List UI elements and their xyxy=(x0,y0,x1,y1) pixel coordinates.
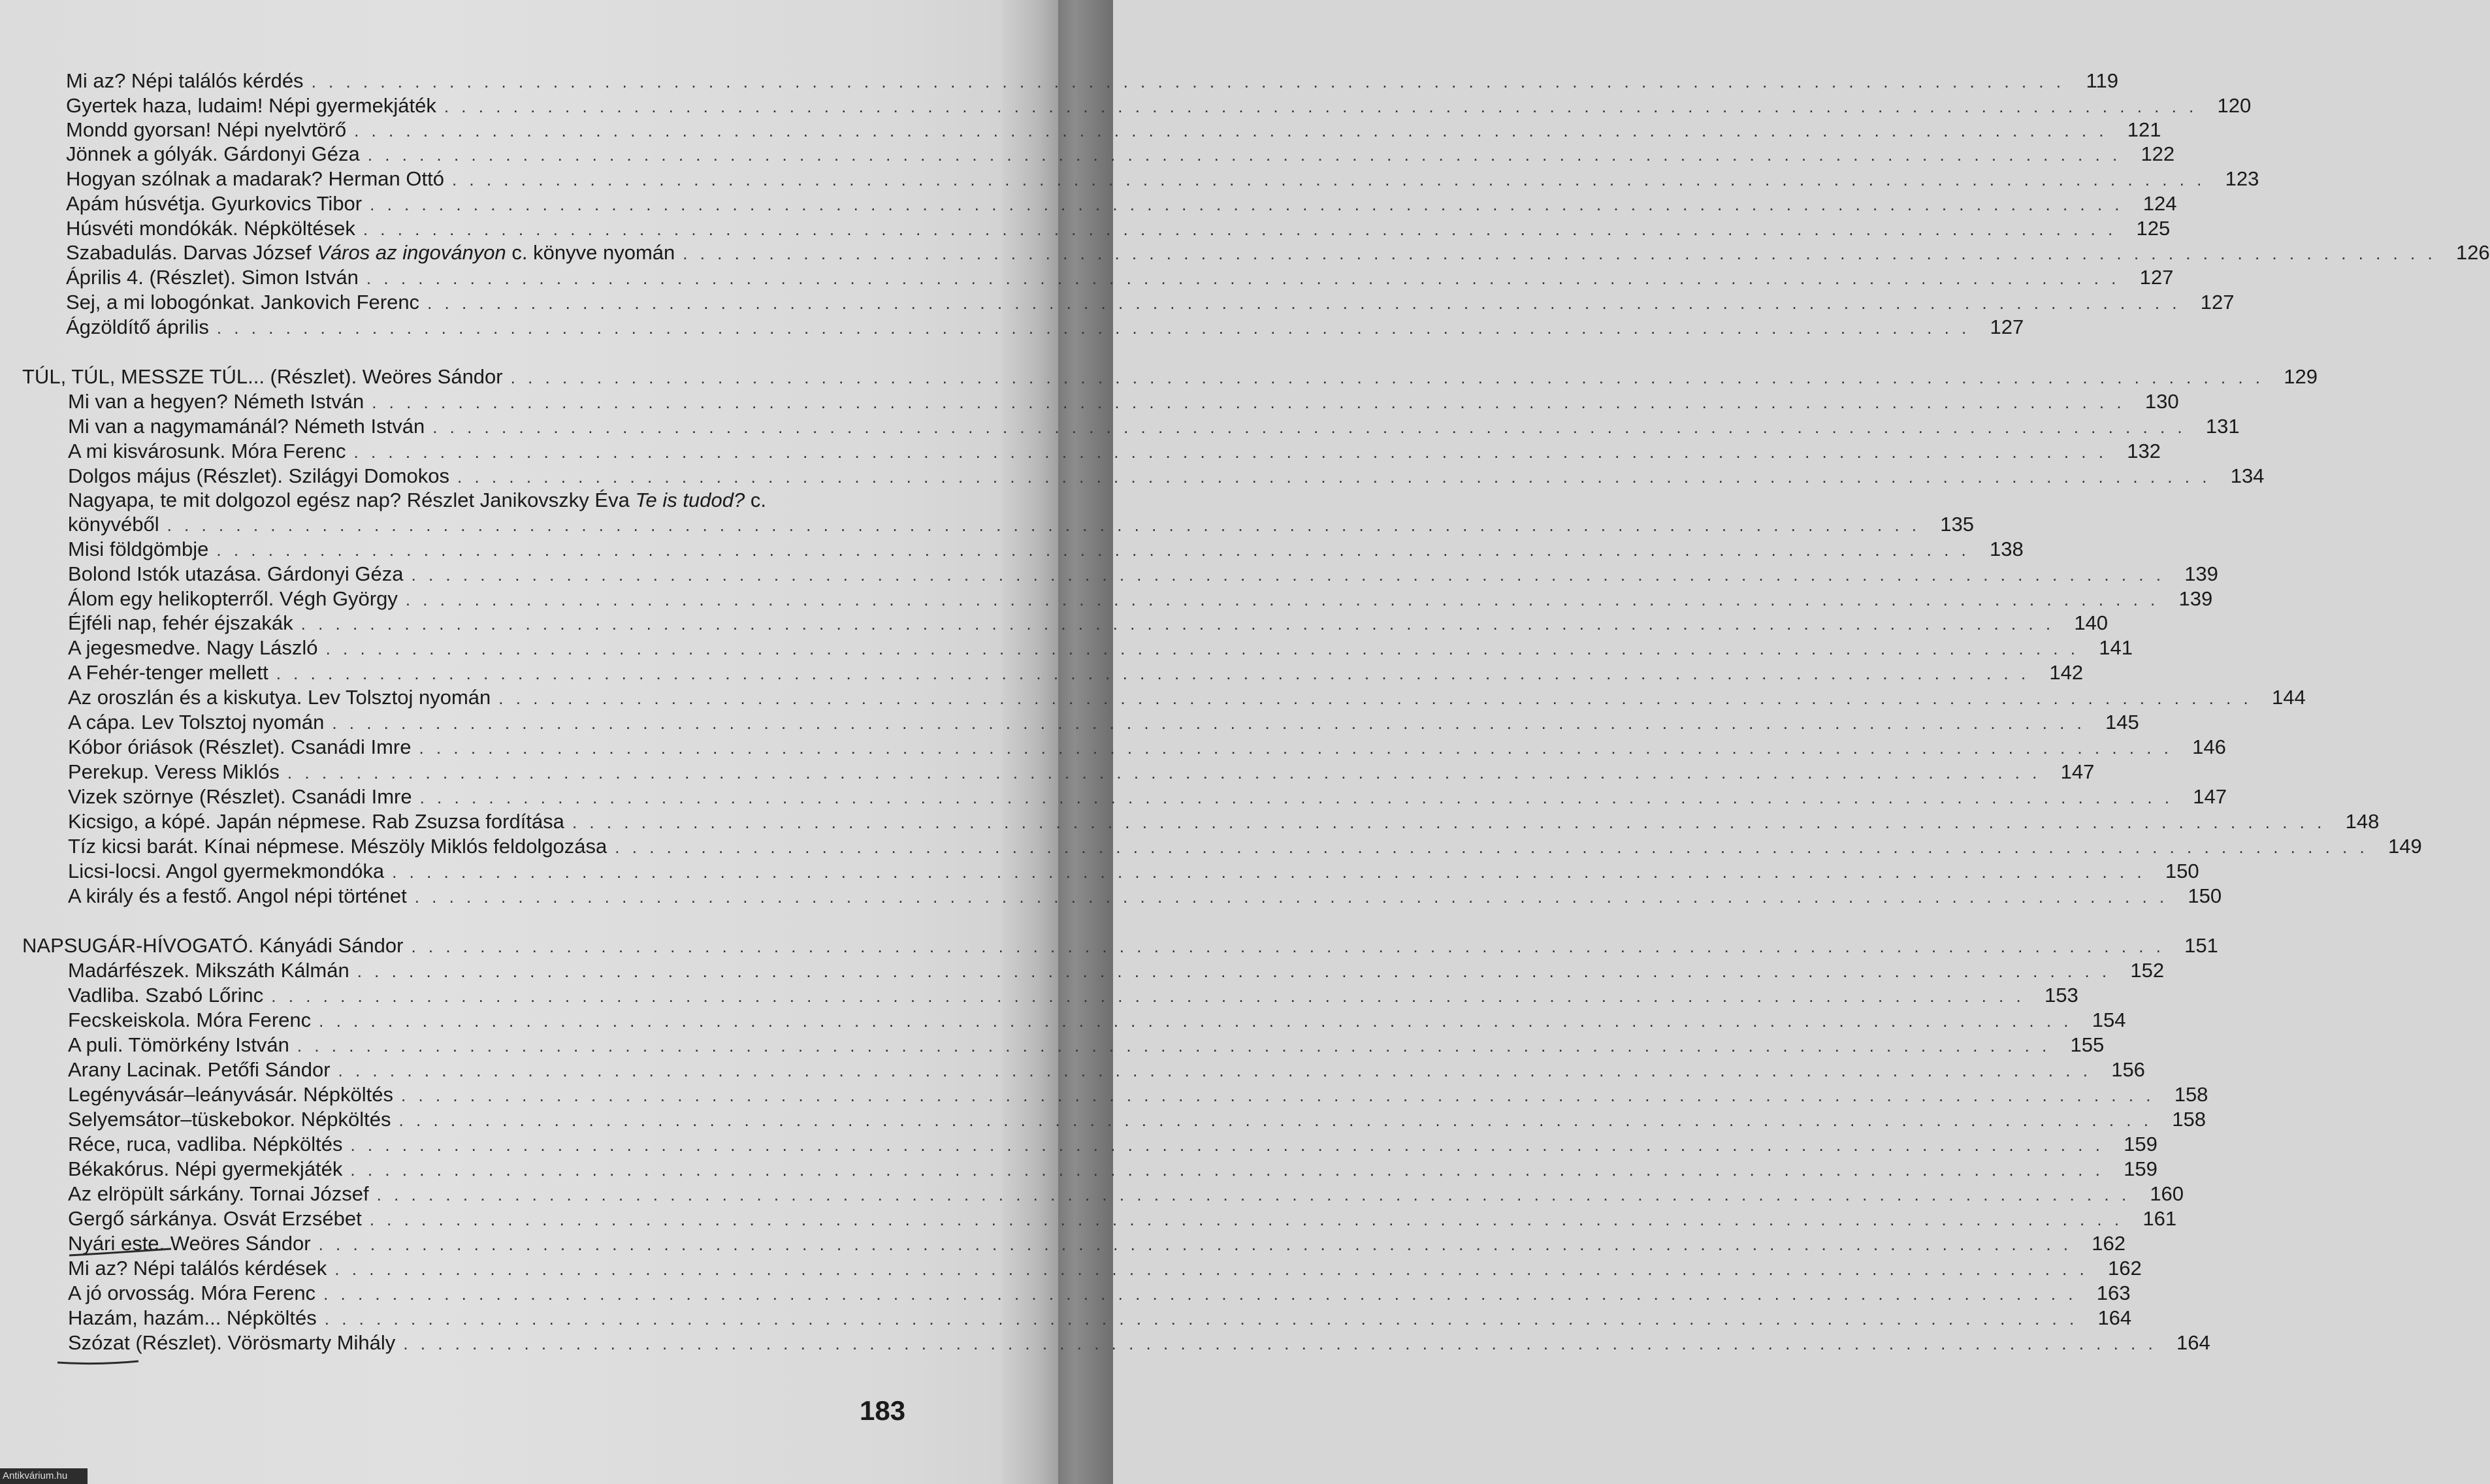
toc-entry-page: 159 xyxy=(2124,1133,2158,1155)
toc-entry-page: 131 xyxy=(2205,415,2240,438)
toc-entry-page: 140 xyxy=(2074,611,2109,634)
toc-entry[interactable] xyxy=(68,883,2222,909)
dot-leader: . . . . . . . . . . . . . . . . . . . . . . . . . . . . . . . . . . . . . . . . . . . . . . . . . . . . . . . . . . . . . . . . . . . . . . . . . . . . . . . . . . . . . . . . . . . . . . . . . . . . . . xyxy=(167,515,1920,535)
dot-leader: . . . . . . . . . . . . . . . . . . . . . . . . . . . . . . . . . . . . . . . . . . . . . . . . . . . . . . . . . . . . . . . . . . . . . . . . . . . . . . . . . . . . . . . . . . . . . . . . . . . . . . xyxy=(419,788,2174,807)
toc-entry-title: Apám húsvétja. Gyurkovics Tibor xyxy=(66,192,363,215)
toc-entry[interactable] xyxy=(68,1280,2131,1306)
toc-entry-title: A mi kisvárosunk. Móra Ferenc xyxy=(68,440,346,462)
dot-leader: . . . . . . . . . . . . . . . . . . . . . . . . . . . . . . . . . . . . . . . . . . . . . . . . . . . . . . . . . . . . . . . . . . . . . . . . . . . . . . . . . . . . . . . . . . . . . . . . . . . . . . xyxy=(319,1011,2073,1031)
dot-leader: . . . . . . . . . . . . . . . . . . . . . . . . . . . . . . . . . . . . . . . . . . . . . . . . . . . . . . . . . . . . . . . . . . . . . . . . . . . . . . . . . . . . . . . . . . . . . . . . . . . . . . xyxy=(366,268,2120,288)
toc-entry-page: 132 xyxy=(2127,440,2161,462)
toc-entry-page: 144 xyxy=(2271,686,2306,709)
toc-entry-title: Hogyan szólnak a madarak? Herman Ottó xyxy=(66,167,444,190)
toc-entry[interactable] xyxy=(68,536,2024,562)
toc-entry-title xyxy=(66,240,675,266)
toc-entry-title: Fecskeiskola. Móra Ferenc xyxy=(68,1008,312,1031)
toc-section-heading[interactable] xyxy=(22,364,2318,390)
toc-entry-title: A jegesmedve. Nagy László xyxy=(68,636,318,659)
dot-leader: . . . . . . . . . . . . . . . . . . . . . . . . . . . . . . . . . . . . . . . . . . . . . . . . . . . . . . . . . . . . . . . . . . . . . . . . . . . . . . . . . . . . . . . . . . . . . . . . . . . . . . xyxy=(615,837,2369,857)
toc-entry[interactable] xyxy=(68,511,1974,538)
dot-leader: . . . . . . . . . . . . . . . . . . . . . . . . . . . . . . . . . . . . . . . . . . . . . . . . . . . . . . . . . . . . . . . . . . . . . . . . . . . . . . . . . . . . . . . . . . . . . . . . . . . . . . xyxy=(414,887,2169,907)
toc-entry-page: 129 xyxy=(2284,365,2318,388)
toc-entry-page: 150 xyxy=(2165,860,2199,882)
watermark: Antikvárium.hu xyxy=(0,1468,88,1484)
dot-leader: . . . . . . . . . . . . . . . . . . . . . . . . . . . . . . . . . . . . . . . . . . . . . . . . . . . . . . . . . . . . . . . . . . . . . . . . . . . . . . . . . . . . . . . . . . . . . . . . . . . . . . xyxy=(432,417,2186,437)
toc-entry[interactable] xyxy=(66,265,2174,291)
toc-entry-title: A puli. Tömörkény István xyxy=(68,1033,289,1056)
dot-leader: . . . . . . . . . . . . . . . . . . . . . . . . . . . . . . . . . . . . . . . . . . . . . . . . . . . . . . . . . . . . . . . . . . . . . . . . . . . . . . . . . . . . . . . . . . . . . . . . . . . . . . xyxy=(216,540,1970,560)
toc-entry-title: A cápa. Lev Tolsztoj nyomán xyxy=(68,711,325,734)
toc-entry-page: 159 xyxy=(2124,1157,2158,1180)
toc-entry-page: 138 xyxy=(1990,538,2024,560)
toc-entry-page: 139 xyxy=(2178,587,2213,610)
toc-entry-title: Mi van a hegyen? Németh István xyxy=(68,390,364,413)
toc-entry[interactable] xyxy=(68,1106,2206,1133)
toc-entry[interactable] xyxy=(68,1231,2126,1257)
toc-entry[interactable] xyxy=(66,166,2259,192)
toc-entry-title: Éjféli nap, fehér éjszakák xyxy=(68,611,293,634)
dot-leader: . . . . . . . . . . . . . . . . . . . . . . . . . . . . . . . . . . . . . . . . . . . . . . . . . . . . . . . . . . . . . . . . . . . . . . . . . . . . . . . . . . . . . . . . . . . . . . . . . . . . . . xyxy=(325,639,2079,658)
dot-leader: . . . . . . . . . . . . . . . . . . . . . . . . . . . . . . . . . . . . . . . . . . . . . . . . . . . . . . . . . . . . . . . . . . . . . . . . . . . . . . . . . . . . . . . . . . . . . . . . . . . . . . xyxy=(392,862,2146,882)
dot-leader: . . . . . . . . . . . . . . . . . . . . . . . . . . . . . . . . . . . . . . . . . . . . . . . . . . . . . . . . . . . . . . . . . . . . . . . . . . . . . . . . . . . . . . . . . . . . . . . . . . . . . . xyxy=(350,1135,2104,1155)
toc-entry-title: Mondd gyorsan! Népi nyelvtörő xyxy=(66,118,347,141)
toc-entry-first-line[interactable] xyxy=(68,487,766,513)
toc-entry-page: 161 xyxy=(2142,1207,2177,1230)
dot-leader: . . . . . . . . . . . . . . . . . . . . . . . . . . . . . . . . . . . . . . . . . . . . . . . . . . . . . . . . . . . . . . . . . . . . . . . . . . . . . . . . . . . . . . . . . . . . . . . . . . . . . . xyxy=(572,813,2326,832)
toc-entry-title: A Fehér-tenger mellett xyxy=(68,661,268,684)
toc-entry-page: 153 xyxy=(2044,984,2078,1007)
dot-leader: . . . . . . . . . . . . . . . . . . . . . . . . . . . . . . . . . . . . . . . . . . . . . . . . . . . . . . . . . . . . . . . . . . . . . . . . . . . . . . . . . . . . . . . . . . . . . . . . . . . . . . xyxy=(451,170,2206,189)
dot-leader: . . . . . . . . . . . . . . . . . . . . . . . . . . . . . . . . . . . . . . . . . . . . . . . . . . . . . . . . . . . . . . . . . . . . . . . . . . . . . . . . . . . . . . . . . . . . . . . . . . . . . . xyxy=(300,614,2055,634)
toc-entry-page: 156 xyxy=(2111,1058,2145,1081)
toc-entry[interactable] xyxy=(68,1206,2177,1232)
toc-entry-title: A király és a festő. Angol népi történet xyxy=(68,884,407,907)
toc-entry-page: 158 xyxy=(2172,1108,2206,1131)
toc-entry-title: Selyemsátor–tüskebokor. Népköltés xyxy=(68,1108,391,1131)
toc-entry-title-part: Nagyapa, te mit dolgozol egész nap? Részlet Janikovszky Éva xyxy=(68,489,630,511)
toc-entry-page: 164 xyxy=(2097,1306,2132,1329)
dot-leader: . . . . . . . . . . . . . . . . . . . . . . . . . . . . . . . . . . . . . . . . . . . . . . . . . . . . . . . . . . . . . . . . . . . . . . . . . . . . . . . . . . . . . . . . . . . . . . . . . . . . . . xyxy=(287,763,2041,782)
toc-entry-title: Vizek szörnye (Részlet). Csanádi Imre xyxy=(68,785,412,808)
toc-entry-page: 119 xyxy=(2086,69,2118,92)
dot-leader: . . . . . . . . . . . . . . . . . . . . . . . . . . . . . . . . . . . . . . . . . . . . . . . . . . . . . . . . . . . . . . . . . . . . . . . . . . . . . . . . . . . . . . . . . . . . . . . . . . . . . . xyxy=(370,195,2124,214)
dot-leader: . . . . . . . . . . . . . . . . . . . . . . . . . . . . . . . . . . . . . . . . . . . . . . . . . . . . . . . . . . . . . . . . . . . . . . . . . . . . . . . . . . . . . . . . . . . . . . . . . . . . . . xyxy=(444,97,2198,116)
dot-leader: . . . . . . . . . . . . . . . . . . . . . . . . . . . . . . . . . . . . . . . . . . . . . . . . . . . . . . . . . . . . . . . . . . . . . . . . . . . . . . . . . . . . . . . . . . . . . . . . . . . . . . xyxy=(311,72,2065,91)
dot-leader: . . . . . . . . . . . . . . . . . . . . . . . . . . . . . . . . . . . . . . . . . . . . . . . . . . . . . . . . . . . . . . . . . . . . . . . . . . . . . . . . . . . . . . . . . . . . . . . . . . . . . . xyxy=(372,393,2126,412)
toc-entry[interactable] xyxy=(66,191,2177,217)
toc-entry-page: 127 xyxy=(2139,266,2174,289)
toc-entry-title: Ágzöldítő április xyxy=(66,315,209,338)
dot-leader: . . . . . . . . . . . . . . . . . . . . . . . . . . . . . . . . . . . . . . . . . . . . . . . . . . . . . . . . . . . . . . . . . . . . . . . . . . . . . . . . . . . . . . . . . . . . . . . . . . . . . . xyxy=(683,244,2436,263)
toc-entry-title: Dolgos május (Részlet). Szilágyi Domokos xyxy=(68,464,450,487)
toc-entry[interactable] xyxy=(68,389,2179,415)
toc-entry[interactable] xyxy=(68,809,2380,835)
toc-entry[interactable] xyxy=(68,1330,2210,1356)
toc-entry-page: 125 xyxy=(2136,217,2171,240)
dot-leader: . . . . . . . . . . . . . . . . . . . . . . . . . . . . . . . . . . . . . . . . . . . . . . . . . . . . . . . . . . . . . . . . . . . . . . . . . . . . . . . . . . . . . . . . . . . . . . . . . . . . . . xyxy=(369,1210,2124,1229)
toc-entry-title: Az oroszlán és a kiskutya. Lev Tolsztoj nyomán xyxy=(68,686,491,709)
toc-entry[interactable] xyxy=(68,1305,2132,1331)
toc-entry[interactable] xyxy=(68,784,2227,810)
toc-entry-page: 142 xyxy=(2049,661,2084,684)
toc-entry-page: 120 xyxy=(2217,94,2252,117)
toc-entry-page: 147 xyxy=(2060,760,2095,783)
toc-entry[interactable] xyxy=(68,759,2095,785)
toc-entry[interactable] xyxy=(68,1007,2126,1033)
toc-entry[interactable] xyxy=(66,314,2024,340)
toc-entry-page: 124 xyxy=(2142,192,2177,215)
dot-leader: . . . . . . . . . . . . . . . . . . . . . . . . . . . . . . . . . . . . . . . . . . . . . . . . . . . . . . . . . . . . . . . . . . . . . . . . . . . . . . . . . . . . . . . . . . . . . . . . . . . . . . xyxy=(411,937,2165,956)
toc-entry-title: Perekup. Veress Miklós xyxy=(68,760,280,783)
toc-entry[interactable] xyxy=(66,216,2171,242)
toc-entry-page: 152 xyxy=(2130,959,2165,982)
toc-entry-title: Hazám, hazám... Népköltés xyxy=(68,1306,317,1329)
toc-entry[interactable] xyxy=(68,1255,2142,1282)
page-number: 183 xyxy=(860,1395,906,1426)
toc-entry[interactable] xyxy=(68,858,2199,884)
dot-leader: . . . . . . . . . . . . . . . . . . . . . . . . . . . . . . . . . . . . . . . . . . . . . . . . . . . . . . . . . . . . . . . . . . . . . . . . . . . . . . . . . . . . . . . . . . . . . . . . . . . . . . xyxy=(334,1259,2088,1279)
toc-entry[interactable] xyxy=(66,93,2252,119)
toc-entry[interactable] xyxy=(66,141,2175,167)
toc-entry-page: 163 xyxy=(2096,1282,2131,1304)
dot-leader: . . . . . . . . . . . . . . . . . . . . . . . . . . . . . . . . . . . . . . . . . . . . . . . . . . . . . . . . . . . . . . . . . . . . . . . . . . . . . . . . . . . . . . . . . . . . . . . . . . . . . . xyxy=(276,664,2030,683)
dot-leader: . . . . . . . . . . . . . . . . . . . . . . . . . . . . . . . . . . . . . . . . . . . . . . . . . . . . . . . . . . . . . . . . . . . . . . . . . . . . . . . . . . . . . . . . . . . . . . . . . . . . . . xyxy=(376,1185,2131,1204)
toc-entry[interactable] xyxy=(68,586,2213,612)
dot-leader: . . . . . . . . . . . . . . . . . . . . . . . . . . . . . . . . . . . . . . . . . . . . . . . . . . . . . . . . . . . . . . . . . . . . . . . . . . . . . . . . . . . . . . . . . . . . . . . . . . . . . . xyxy=(353,442,2107,462)
dot-leader: . . . . . . . . . . . . . . . . . . . . . . . . . . . . . . . . . . . . . . . . . . . . . . . . . . . . . . . . . . . . . . . . . . . . . . . . . . . . . . . . . . . . . . . . . . . . . . . . . . . . . . xyxy=(398,1110,2152,1130)
toc-entry-title: Madárfészek. Mikszáth Kálmán xyxy=(68,959,349,982)
toc-entry-title: NAPSUGÁR-HÍVOGATÓ. Kányádi Sándor xyxy=(22,934,404,957)
toc-entry-title: Gyertek haza, ludaim! Népi gyermekjáték xyxy=(66,94,436,117)
dot-leader: . . . . . . . . . . . . . . . . . . . . . . . . . . . . . . . . . . . . . . . . . . . . . . . . . . . . . . . . . . . . . . . . . . . . . . . . . . . . . . . . . . . . . . . . . . . . . . . . . . . . . . xyxy=(350,1160,2104,1180)
dot-leader: . . . . . . . . . . . . . . . . . . . . . . . . . . . . . . . . . . . . . . . . . . . . . . . . . . . . . . . . . . . . . . . . . . . . . . . . . . . . . . . . . . . . . . . . . . . . . . . . . . . . . . xyxy=(324,1309,2078,1329)
toc-entry-page: 150 xyxy=(2188,884,2222,907)
book-title: Város az ingoványon xyxy=(317,241,506,264)
dot-leader: . . . . . . . . . . . . . . . . . . . . . . . . . . . . . . . . . . . . . . . . . . . . . . . . . . . . . . . . . . . . . . . . . . . . . . . . . . . . . . . . . . . . . . . . . . . . . . . . . . . . . . xyxy=(338,1061,2092,1080)
dot-leader: . . . . . . . . . . . . . . . . . . . . . . . . . . . . . . . . . . . . . . . . . . . . . . . . . . . . . . . . . . . . . . . . . . . . . . . . . . . . . . . . . . . . . . . . . . . . . . . . . . . . . . xyxy=(297,1036,2051,1056)
toc-entry[interactable] xyxy=(68,1131,2158,1157)
toc-entry-page: 162 xyxy=(2092,1232,2126,1255)
toc-entry[interactable] xyxy=(68,635,2133,661)
toc-entry[interactable] xyxy=(68,463,2265,489)
dot-leader: . . . . . . . . . . . . . . . . . . . . . . . . . . . . . . . . . . . . . . . . . . . . . . . . . . . . . . . . . . . . . . . . . . . . . . . . . . . . . . . . . . . . . . . . . . . . . . . . . . . . . . xyxy=(363,219,2117,239)
toc-entry[interactable] xyxy=(66,117,2161,143)
toc-entry-title: Mi van a nagymamánál? Németh István xyxy=(68,415,425,438)
toc-entry[interactable] xyxy=(68,1181,2184,1207)
toc-entry-page: 160 xyxy=(2150,1182,2184,1205)
dot-leader: . . . . . . . . . . . . . . . . . . . . . . . . . . . . . . . . . . . . . . . . . . . . . . . . . . . . . . . . . . . . . . . . . . . . . . . . . . . . . . . . . . . . . . . . . . . . . . . . . . . . . . xyxy=(403,1334,2157,1353)
toc-entry[interactable] xyxy=(68,1156,2158,1182)
toc-entry[interactable] xyxy=(66,289,2235,315)
toc-entry[interactable] xyxy=(68,413,2240,440)
toc-entry-page: 121 xyxy=(2127,118,2161,141)
toc-entry-title: Legényvásár–leányvásár. Népköltés xyxy=(68,1083,394,1106)
toc-entry[interactable] xyxy=(68,610,2109,636)
toc-section-heading[interactable] xyxy=(22,933,2218,959)
toc-entry-page: 127 xyxy=(2200,291,2235,314)
toc-entry-page: 146 xyxy=(2192,735,2226,758)
toc-entry[interactable] xyxy=(68,958,2165,984)
toc-entry-page: 127 xyxy=(1990,315,2024,338)
toc-entry-title: Az elröpült sárkány. Tornai József xyxy=(68,1182,369,1205)
toc-entry-page: 147 xyxy=(2193,785,2227,808)
toc-entry-title: Mi az? Népi találós kérdés xyxy=(66,69,304,92)
toc-entry-title: A jó orvosság. Móra Ferenc xyxy=(68,1282,316,1304)
toc-entry-page: 162 xyxy=(2107,1257,2142,1280)
toc-entry-title: Kóbor óriások (Részlet). Csanádi Imre xyxy=(68,735,412,758)
toc-entry[interactable] xyxy=(68,833,2422,860)
toc-entry-page: 151 xyxy=(2184,934,2218,957)
dot-leader: . . . . . . . . . . . . . . . . . . . . . . . . . . . . . . . . . . . . . . . . . . . . . . . . . . . . . . . . . . . . . . . . . . . . . . . . . . . . . . . . . . . . . . . . . . . . . . . . . . . . . . xyxy=(367,145,2122,165)
toc-entry-page: 148 xyxy=(2345,810,2380,833)
toc-entry-title-part: c. xyxy=(750,489,766,511)
toc-entry-page: 130 xyxy=(2144,390,2179,413)
toc-entry[interactable] xyxy=(68,561,2218,587)
toc-entry[interactable] xyxy=(68,734,2226,760)
toc-entry[interactable] xyxy=(68,1082,2208,1108)
dot-leader: . . . . . . . . . . . . . . . . . . . . . . . . . . . . . . . . . . . . . . . . . . . . . . . . . . . . . . . . . . . . . . . . . . . . . . . . . . . . . . . . . . . . . . . . . . . . . . . . . . . . . . xyxy=(271,986,2025,1006)
toc-entry-title: Szózat (Részlet). Vörösmarty Mihály xyxy=(68,1331,396,1354)
dot-leader: . . . . . . . . . . . . . . . . . . . . . . . . . . . . . . . . . . . . . . . . . . . . . . . . . . . . . . . . . . . . . . . . . . . . . . . . . . . . . . . . . . . . . . . . . . . . . . . . . . . . . . xyxy=(427,293,2181,313)
dot-leader: . . . . . . . . . . . . . . . . . . . . . . . . . . . . . . . . . . . . . . . . . . . . . . . . . . . . . . . . . . . . . . . . . . . . . . . . . . . . . . . . . . . . . . . . . . . . . . . . . . . . . . xyxy=(332,713,2086,733)
toc-entry[interactable] xyxy=(66,240,2490,266)
toc-entry-title-part: c. könyve nyomán xyxy=(511,241,675,264)
dot-leader: . . . . . . . . . . . . . . . . . . . . . . . . . . . . . . . . . . . . . . . . . . . . . . . . . . . . . . . . . . . . . . . . . . . . . . . . . . . . . . . . . . . . . . . . . . . . . . . . . . . . . . xyxy=(510,368,2265,387)
toc-entry-title: Kicsigo, a kópé. Japán népmese. Rab Zsuzsa fordítása xyxy=(68,810,564,833)
toc-entry-title: TÚL, TÚL, MESSZE TÚL... (Részlet). Weöres Sándor xyxy=(22,365,503,388)
dot-leader: . . . . . . . . . . . . . . . . . . . . . . . . . . . . . . . . . . . . . . . . . . . . . . . . . . . . . . . . . . . . . . . . . . . . . . . . . . . . . . . . . . . . . . . . . . . . . . . . . . . . . . xyxy=(401,1086,2155,1105)
toc-entry[interactable] xyxy=(68,685,2306,711)
toc-entry-page: 149 xyxy=(2387,835,2422,858)
toc-entry[interactable] xyxy=(68,438,2161,464)
dot-leader: . . . . . . . . . . . . . . . . . . . . . . . . . . . . . . . . . . . . . . . . . . . . . . . . . . . . . . . . . . . . . . . . . . . . . . . . . . . . . . . . . . . . . . . . . . . . . . . . . . . . . . xyxy=(419,738,2173,758)
toc-entry-page: 155 xyxy=(2070,1033,2105,1056)
dot-leader: . . . . . . . . . . . . . . . . . . . . . . . . . . . . . . . . . . . . . . . . . . . . . . . . . . . . . . . . . . . . . . . . . . . . . . . . . . . . . . . . . . . . . . . . . . . . . . . . . . . . . . xyxy=(498,688,2252,708)
toc-entry-title: Licsi-locsi. Angol gyermekmondóka xyxy=(68,860,385,882)
toc-entry-page: 134 xyxy=(2230,464,2265,487)
dot-leader: . . . . . . . . . . . . . . . . . . . . . . . . . . . . . . . . . . . . . . . . . . . . . . . . . . . . . . . . . . . . . . . . . . . . . . . . . . . . . . . . . . . . . . . . . . . . . . . . . . . . . . xyxy=(354,121,2108,140)
toc-entry-page: 126 xyxy=(2455,241,2490,264)
dot-leader: . . . . . . . . . . . . . . . . . . . . . . . . . . . . . . . . . . . . . . . . . . . . . . . . . . . . . . . . . . . . . . . . . . . . . . . . . . . . . . . . . . . . . . . . . . . . . . . . . . . . . . xyxy=(323,1284,2077,1304)
toc-entry-title: Április 4. (Részlet). Simon István xyxy=(66,266,359,289)
toc-entry-title: Vadliba. Szabó Lőrinc xyxy=(68,984,264,1007)
dot-leader: . . . . . . . . . . . . . . . . . . . . . . . . . . . . . . . . . . . . . . . . . . . . . . . . . . . . . . . . . . . . . . . . . . . . . . . . . . . . . . . . . . . . . . . . . . . . . . . . . . . . . . xyxy=(411,565,2165,585)
toc-entry[interactable] xyxy=(68,660,2084,686)
toc-entry-title: Tíz kicsi barát. Kínai népmese. Mészöly Miklós feldolgozása xyxy=(68,835,607,858)
toc-entry-page: 141 xyxy=(2099,636,2133,659)
toc-entry-title: Békakórus. Népi gyermekjáték xyxy=(68,1157,343,1180)
toc-entry-title-part: Szabadulás. Darvas József xyxy=(66,241,312,264)
toc-entry-title: Bolond Istók utazása. Gárdonyi Géza xyxy=(68,562,404,585)
toc-entry-title: Réce, ruca, vadliba. Népköltés xyxy=(68,1133,343,1155)
toc-entry-page: 164 xyxy=(2176,1331,2210,1354)
toc-entry[interactable] xyxy=(68,1057,2145,1083)
toc-entry-page: 139 xyxy=(2184,562,2218,585)
toc-entry-page: 123 xyxy=(2225,167,2259,190)
toc-entry-page: 154 xyxy=(2092,1008,2126,1031)
toc-entry-page: 122 xyxy=(2141,142,2175,165)
dot-leader: . . . . . . . . . . . . . . . . . . . . . . . . . . . . . . . . . . . . . . . . . . . . . . . . . . . . . . . . . . . . . . . . . . . . . . . . . . . . . . . . . . . . . . . . . . . . . . . . . . . . . . xyxy=(405,590,2159,609)
dot-leader: . . . . . . . . . . . . . . . . . . . . . . . . . . . . . . . . . . . . . . . . . . . . . . . . . . . . . . . . . . . . . . . . . . . . . . . . . . . . . . . . . . . . . . . . . . . . . . . . . . . . . . xyxy=(318,1234,2072,1254)
toc-entry-title: Húsvéti mondókák. Népköltések xyxy=(66,217,355,240)
toc-entry-title: Nyári este. Weöres Sándor xyxy=(68,1232,311,1255)
toc-entry-page: 158 xyxy=(2174,1083,2208,1106)
toc-entry-page: 145 xyxy=(2105,711,2139,734)
toc-entry-page: 135 xyxy=(1940,513,1974,536)
toc-entry[interactable] xyxy=(68,1032,2105,1058)
toc-entry-title: Jönnek a gólyák. Gárdonyi Géza xyxy=(66,142,360,165)
toc-entry-title: Álom egy helikopterről. Végh György xyxy=(68,587,398,610)
dot-leader: . . . . . . . . . . . . . . . . . . . . . . . . . . . . . . . . . . . . . . . . . . . . . . . . . . . . . . . . . . . . . . . . . . . . . . . . . . . . . . . . . . . . . . . . . . . . . . . . . . . . . . xyxy=(357,961,2111,981)
toc-entry[interactable] xyxy=(66,68,2118,94)
toc-entry-title: Gergő sárkánya. Osvát Erzsébet xyxy=(68,1207,362,1230)
dot-leader: . . . . . . . . . . . . . . . . . . . . . . . . . . . . . . . . . . . . . . . . . . . . . . . . . . . . . . . . . . . . . . . . . . . . . . . . . . . . . . . . . . . . . . . . . . . . . . . . . . . . . . xyxy=(216,318,1971,338)
toc-entry-title: Mi az? Népi találós kérdések xyxy=(68,1257,327,1280)
toc-entry-title: Arany Lacinak. Petőfi Sándor xyxy=(68,1058,331,1081)
toc-entry-title: könyvéből xyxy=(68,513,159,536)
toc-entry[interactable] xyxy=(68,709,2139,735)
toc-entry-title: Misi földgömbje xyxy=(68,538,209,560)
dot-leader: . . . . . . . . . . . . . . . . . . . . . . . . . . . . . . . . . . . . . . . . . . . . . . . . . . . . . . . . . . . . . . . . . . . . . . . . . . . . . . . . . . . . . . . . . . . . . . . . . . . . . . xyxy=(457,467,2211,487)
book-title: Te is tudod? xyxy=(635,489,745,511)
toc-entry-title: Sej, a mi lobogónkat. Jankovich Ferenc xyxy=(66,291,420,314)
toc-entry[interactable] xyxy=(68,982,2078,1008)
